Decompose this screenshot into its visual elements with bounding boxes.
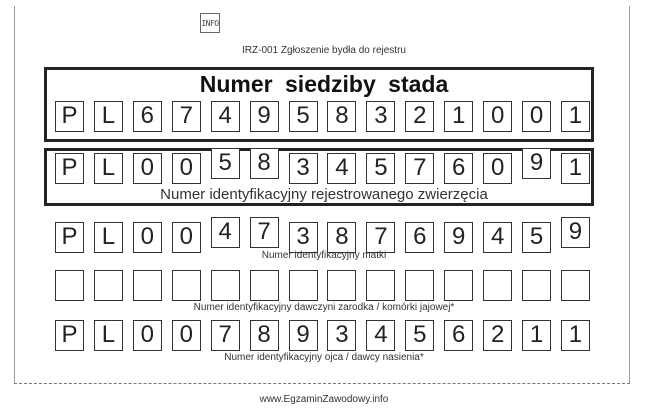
mother-digit-cell[interactable]: 6 [405, 222, 434, 253]
animal-digit-cell[interactable]: 9 [522, 148, 551, 179]
herd-digit-cell[interactable]: 1 [561, 101, 590, 132]
animal-number-label: Numer identyfikacyjny rejestrowanego zwierzęcia [160, 186, 488, 203]
animal-digit-cell[interactable]: 6 [444, 153, 473, 184]
donor-digit-cell[interactable] [561, 270, 590, 301]
herd-digit-cell[interactable]: 0 [483, 101, 512, 132]
mother-digit-cell[interactable]: P [55, 222, 84, 253]
donor-digit-cell[interactable] [327, 270, 356, 301]
animal-digit-cell[interactable]: 7 [405, 153, 434, 184]
animal-digit-cell[interactable]: L [94, 153, 123, 184]
herd-number-row [55, 101, 590, 132]
herd-digit-cell[interactable]: 9 [250, 101, 279, 132]
donor-digit-cell[interactable] [172, 270, 201, 301]
father-digit-cell[interactable]: 6 [444, 320, 473, 351]
animal-digit-cell[interactable]: 1 [561, 153, 590, 184]
animal-number-row [55, 149, 590, 184]
herd-digit-cell[interactable]: 2 [405, 101, 434, 132]
herd-digit-cell[interactable]: L [94, 101, 123, 132]
father-digit-cell[interactable]: 0 [133, 320, 162, 351]
donor-digit-cell[interactable] [55, 270, 84, 301]
father-digit-cell[interactable]: 2 [483, 320, 512, 351]
father-digit-cell[interactable]: 1 [561, 320, 590, 351]
form-title: IRZ-001 Zgłoszenie bydła do rejestru [242, 45, 406, 56]
herd-number-heading: Numer siedziby stada [199, 71, 449, 97]
father-digit-cell[interactable]: 7 [211, 320, 240, 351]
animal-digit-cell[interactable]: 5 [366, 153, 395, 184]
icon-text: INFO [201, 18, 219, 28]
animal-digit-cell[interactable]: 0 [172, 153, 201, 184]
herd-digit-cell[interactable]: P [55, 101, 84, 132]
herd-digit-cell[interactable]: 1 [444, 101, 473, 132]
herd-digit-cell[interactable]: 3 [366, 101, 395, 132]
animal-digit-cell[interactable]: P [55, 153, 84, 184]
mother-digit-cell[interactable]: 8 [327, 222, 356, 253]
herd-digit-cell[interactable]: 4 [211, 101, 240, 132]
father-number-label: Numer identyfikacyjny ojca / dawcy nasienia* [224, 352, 424, 363]
father-digit-cell[interactable]: 0 [172, 320, 201, 351]
donor-number-label: Numer identyfikacyjny dawczyni zarodka / komórki jajowej* [193, 302, 455, 313]
footer-url[interactable]: www.EgzaminZawodowy.info [259, 394, 389, 405]
father-digit-cell[interactable]: 8 [250, 320, 279, 351]
mother-digit-cell[interactable]: 9 [561, 217, 590, 248]
mother-digit-cell[interactable]: 0 [172, 222, 201, 253]
father-number-row [55, 320, 590, 351]
donor-digit-cell[interactable] [250, 270, 279, 301]
mother-digit-cell[interactable]: L [94, 222, 123, 253]
father-digit-cell[interactable]: L [94, 320, 123, 351]
herd-digit-cell[interactable]: 7 [172, 101, 201, 132]
donor-digit-cell[interactable] [133, 270, 162, 301]
mother-digit-cell[interactable]: 9 [444, 222, 473, 253]
donor-digit-cell[interactable] [94, 270, 123, 301]
father-digit-cell[interactable]: 3 [327, 320, 356, 351]
animal-digit-cell[interactable]: 0 [133, 153, 162, 184]
donor-digit-cell[interactable] [211, 270, 240, 301]
cut-line [14, 383, 630, 384]
donor-digit-cell[interactable] [522, 270, 551, 301]
donor-number-row [55, 270, 590, 301]
animal-digit-cell[interactable]: 8 [250, 148, 279, 179]
mother-digit-cell[interactable]: 0 [133, 222, 162, 253]
animal-digit-cell[interactable]: 5 [211, 148, 240, 179]
donor-digit-cell[interactable] [444, 270, 473, 301]
mother-digit-cell[interactable]: 7 [250, 217, 279, 248]
father-digit-cell[interactable]: 4 [366, 320, 395, 351]
animal-digit-cell[interactable]: 3 [289, 153, 318, 184]
donor-digit-cell[interactable] [405, 270, 434, 301]
animal-digit-cell[interactable]: 4 [327, 153, 356, 184]
father-digit-cell[interactable]: 1 [522, 320, 551, 351]
donor-digit-cell[interactable] [483, 270, 512, 301]
herd-digit-cell[interactable]: 6 [133, 101, 162, 132]
mother-digit-cell[interactable]: 4 [483, 222, 512, 253]
image-placeholder-icon [200, 13, 220, 33]
mother-number-row [55, 218, 590, 253]
father-digit-cell[interactable]: 9 [289, 320, 318, 351]
father-digit-cell[interactable]: P [55, 320, 84, 351]
animal-digit-cell[interactable]: 0 [483, 153, 512, 184]
donor-digit-cell[interactable] [289, 270, 318, 301]
mother-digit-cell[interactable]: 7 [366, 222, 395, 253]
mother-number-label: Numer identyfikacyjny matki [261, 250, 387, 261]
mother-digit-cell[interactable]: 3 [289, 222, 318, 253]
herd-digit-cell[interactable]: 8 [327, 101, 356, 132]
mother-digit-cell[interactable]: 4 [211, 217, 240, 248]
herd-digit-cell[interactable]: 5 [289, 101, 318, 132]
donor-digit-cell[interactable] [366, 270, 395, 301]
herd-digit-cell[interactable]: 0 [522, 101, 551, 132]
mother-digit-cell[interactable]: 5 [522, 222, 551, 253]
father-digit-cell[interactable]: 5 [405, 320, 434, 351]
